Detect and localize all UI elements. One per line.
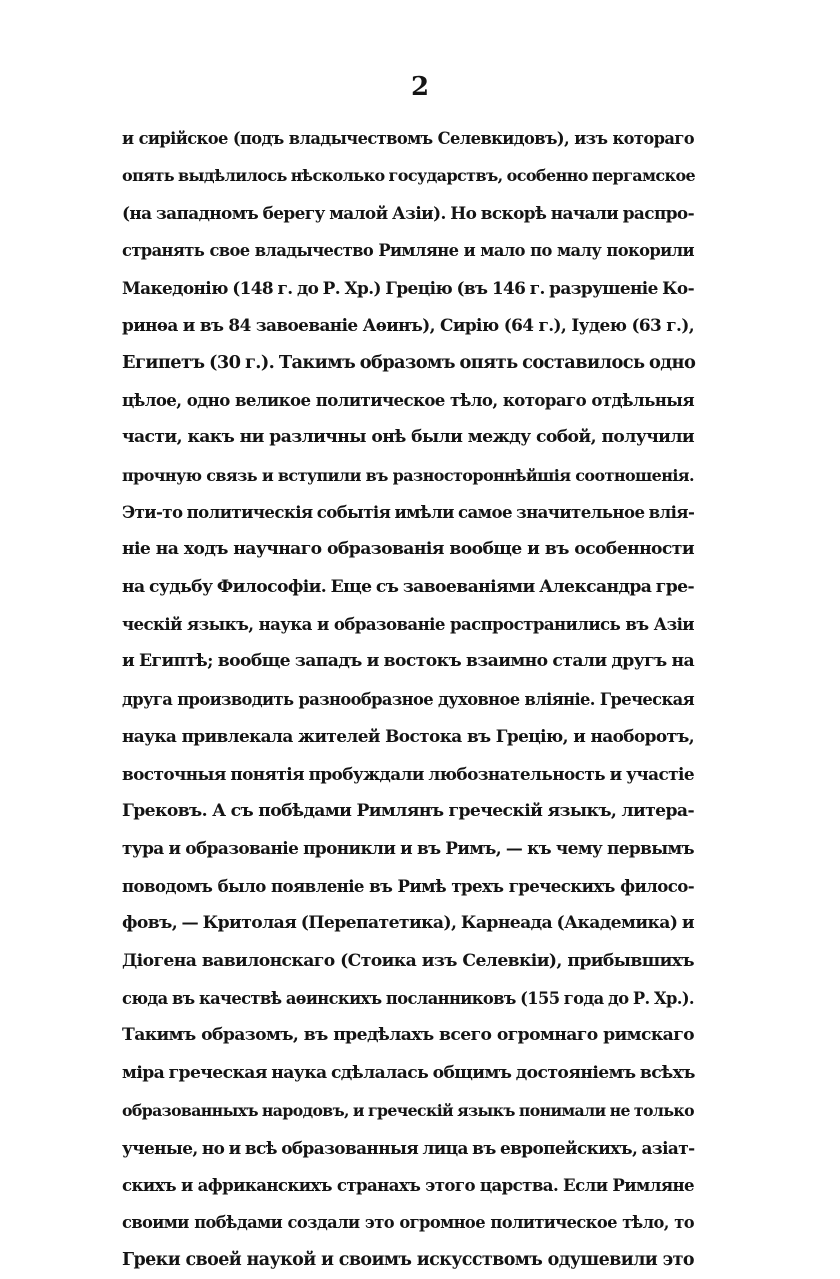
text-line: (на западномъ берегу малой Азіи). Но вскорѣ начали распро-: [122, 202, 694, 223]
text-line: странять свое владычество Римляне и мало по малу покорили: [122, 241, 694, 261]
text-line: сюда въ качествѣ аѳинскихъ посланниковъ (155 года до Р. Хр.).: [122, 988, 694, 1008]
text-line: друга производить разнообразное духовное вліяніе. Греческая: [122, 689, 694, 709]
text-line: и Египтѣ; вообще западъ и востокъ взаимно стали другъ на: [122, 651, 694, 672]
text-line: поводомъ было появленіе въ Римѣ трехъ греческихъ филосо-: [122, 875, 694, 896]
text-line: наука привлекала жителей Востока въ Грецію, и наоборотъ,: [122, 726, 694, 747]
text-line: Діогена вавилонскаго (Стоика изъ Селевкіи), прибывшихъ: [122, 950, 694, 971]
text-line: ческій языкъ, наука и образованіе распространились въ Азіи: [122, 614, 694, 635]
text-line: образованныхъ народовъ, и греческій языкъ понимали не только: [122, 1101, 694, 1121]
text-line: скихъ и африканскихъ странахъ этого царства. Если Римляне: [122, 1174, 694, 1195]
text-line: тура и образованіе проникли и въ Римъ, — къ чему первымъ: [122, 838, 694, 859]
body-text: [122, 120, 694, 1279]
text-line: ніе на ходъ научнаго образованія вообще и въ особенности: [122, 539, 694, 560]
text-line: Греки своей наукой и своимъ искусствомъ одушевили это: [122, 1249, 694, 1270]
text-line: прочную связь и вступили въ разностороннѣйшія соотношенія.: [122, 465, 694, 485]
text-line: Грековъ. А съ побѣдами Римлянъ греческій языкъ, литера-: [122, 801, 694, 822]
text-line: ринѳа и въ 84 завоеваніе Аѳинъ), Сирію (64 г.), Іудею (63 г.),: [122, 314, 694, 335]
text-line: ученые, но и всѣ образованныя лица въ европейскихъ, азіат-: [122, 1137, 695, 1158]
text-line: фовъ, — Критолая (Перепатетика), Карнеада (Академика) и: [122, 913, 694, 934]
text-line: и сирійское (подъ владычествомъ Селевкидовъ), изъ котораго: [122, 129, 694, 148]
text-line: опять выдѣлилось нѣсколько государствъ, особенно пергамское: [122, 166, 696, 186]
page-number: 2: [410, 72, 430, 102]
text-line: Эти-то политическія событія имѣли самое значительное влія-: [122, 501, 695, 522]
text-line: Египетъ (30 г.). Такимъ образомъ опять составилось одно: [122, 352, 696, 374]
text-line: цѣлое, одно великое политическое тѣло, котораго отдѣльныя: [122, 389, 694, 410]
text-line: своими побѣдами создали это огромное политическое тѣло, то: [122, 1213, 694, 1233]
text-line: Такимъ образомъ, въ предѣлахъ всего огромнаго римскаго: [122, 1025, 694, 1046]
text-line: части, какъ ни различны онѣ были между собой, получили: [122, 427, 694, 448]
text-line: Македонію (148 г. до Р. Хр.) Грецію (въ 146 г. разрушеніе Ко-: [122, 277, 694, 298]
text-line: восточныя понятія пробуждали любознательность и участіе: [122, 763, 694, 784]
text-line: міра греческая наука сдѣлалась общимъ достояніемъ всѣхъ: [122, 1062, 695, 1083]
text-line: на судьбу Философіи. Еще съ завоеваніями Александра гре-: [122, 576, 694, 597]
